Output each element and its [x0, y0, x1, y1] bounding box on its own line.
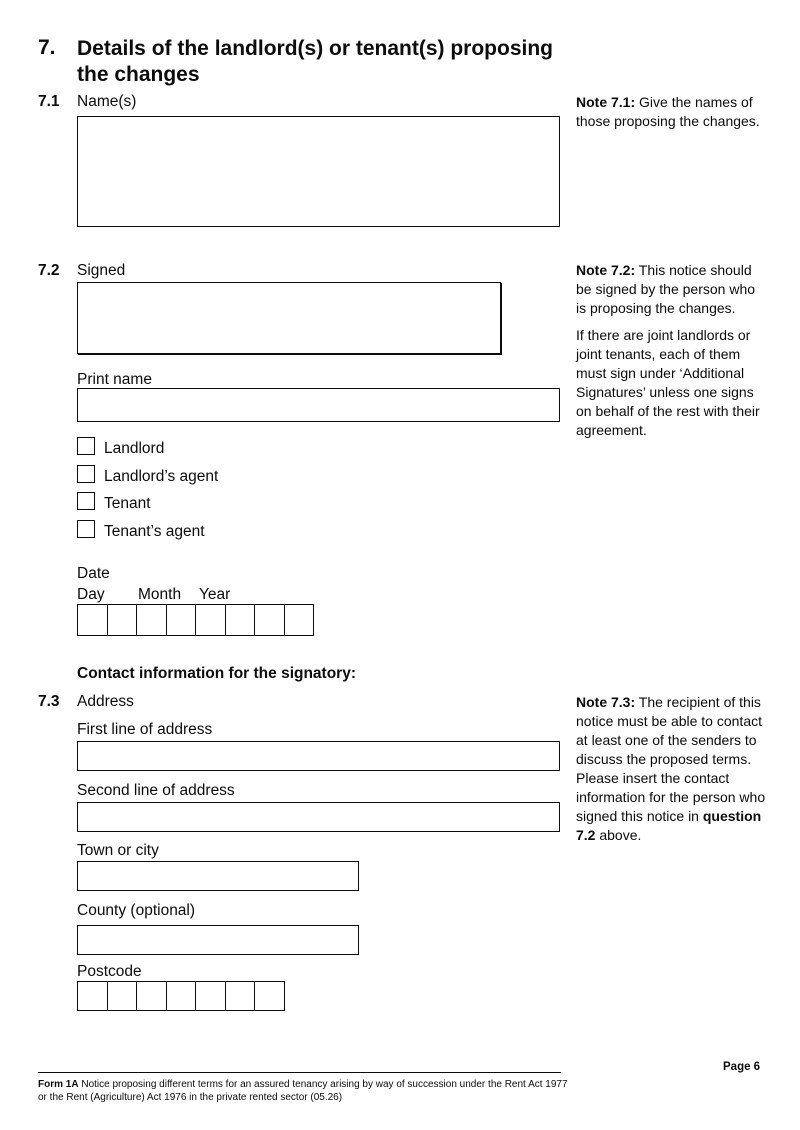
postcode-char-3[interactable] [136, 981, 167, 1011]
section-title: Details of the landlord(s) or tenant(s) proposing the changes [77, 37, 554, 86]
footer-description: Notice proposing different terms for an assured tenancy arising by way of succession under the Rent Act 1977 or the Rent (Agriculture) Act 1976 in the private rented sector (05.26) [38, 1079, 568, 1103]
note-7-1 [576, 93, 768, 131]
day-digit-2[interactable] [107, 604, 138, 636]
day-digit-1[interactable] [77, 604, 108, 636]
footer-text [38, 1078, 568, 1104]
county-field[interactable] [77, 925, 359, 955]
postcode-field[interactable] [77, 981, 285, 1011]
question-number-7-1: 7.1 [38, 93, 60, 110]
note-7-1-title: Note 7.1: [576, 94, 636, 110]
landlord-label: Landlord [104, 440, 165, 457]
day-label: Day [77, 586, 105, 603]
note-7-2-para2: If there are joint landlords or joint tenants, each of them must sign under ‘Additional Signatures’ unless one signs on behalf of the rest with their agreement. [576, 327, 760, 438]
postcode-char-4[interactable] [166, 981, 197, 1011]
landlords-agent-label: Landlord’s agent [104, 468, 219, 485]
month-digit-2[interactable] [166, 604, 197, 636]
year-label: Year [199, 586, 231, 603]
postcode-char-2[interactable] [107, 981, 138, 1011]
role-tenants-agent[interactable] [77, 520, 205, 541]
names-label: Name(s) [77, 93, 137, 110]
month-digit-1[interactable] [136, 604, 167, 636]
address-line2-label: Second line of address [77, 782, 235, 799]
footer-divider [38, 1072, 561, 1073]
year-digit-1[interactable] [195, 604, 226, 636]
names-field[interactable] [77, 116, 560, 227]
note-7-3-text: The recipient of this notice must be able to contact at least one of the senders to discuss the proposed terms. Please insert the contact information for the person who signed this notice in [576, 694, 766, 824]
landlords-agent-checkbox[interactable] [77, 465, 95, 483]
date-label: Date [77, 565, 110, 582]
note-7-3-text-end: above. [595, 827, 642, 843]
tenant-checkbox[interactable] [77, 492, 95, 510]
county-label: County (optional) [77, 902, 196, 919]
tenants-agent-checkbox[interactable] [77, 520, 95, 538]
note-7-3-question-ref: question 7.2 [576, 808, 762, 843]
question-number-7-3: 7.3 [38, 693, 60, 710]
note-7-3-title: Note 7.3: [576, 694, 636, 710]
question-number-7-2: 7.2 [38, 262, 60, 279]
town-field[interactable] [77, 861, 359, 891]
town-label: Town or city [77, 842, 159, 859]
postcode-char-7[interactable] [254, 981, 285, 1011]
landlord-checkbox[interactable] [77, 437, 95, 455]
signed-label: Signed [77, 262, 126, 279]
tenant-label: Tenant [104, 495, 151, 512]
postcode-char-1[interactable] [77, 981, 108, 1011]
signature-field[interactable] [77, 282, 501, 354]
note-7-2-text: This notice should be signed by the person who is proposing the changes. [576, 262, 756, 316]
tenants-agent-label: Tenant’s agent [104, 523, 205, 540]
year-digit-2[interactable] [225, 604, 256, 636]
postcode-label: Postcode [77, 963, 142, 980]
address-line1-field[interactable] [77, 741, 560, 771]
date-field[interactable] [77, 604, 314, 636]
role-landlords-agent[interactable] [77, 465, 218, 486]
note-7-3 [576, 693, 768, 845]
page-number: Page 6 [723, 1061, 761, 1073]
contact-heading: Contact information for the signatory: [77, 665, 356, 682]
year-digit-3[interactable] [254, 604, 285, 636]
note-7-2-title: Note 7.2: [576, 262, 636, 278]
address-label: Address [77, 693, 134, 710]
note-7-2 [576, 261, 768, 440]
address-line2-field[interactable] [77, 802, 560, 832]
month-label: Month [138, 586, 182, 603]
note-7-1-text: Give the names of those proposing the changes. [576, 94, 760, 129]
role-landlord[interactable] [77, 437, 164, 458]
postcode-char-6[interactable] [225, 981, 256, 1011]
role-tenant[interactable] [77, 492, 151, 513]
year-digit-4[interactable] [284, 604, 315, 636]
print-name-field[interactable] [77, 388, 560, 422]
address-line1-label: First line of address [77, 721, 213, 738]
footer-form-id: Form 1A [38, 1079, 79, 1090]
section-number: 7. [38, 36, 56, 59]
print-name-label: Print name [77, 371, 152, 388]
postcode-char-5[interactable] [195, 981, 226, 1011]
